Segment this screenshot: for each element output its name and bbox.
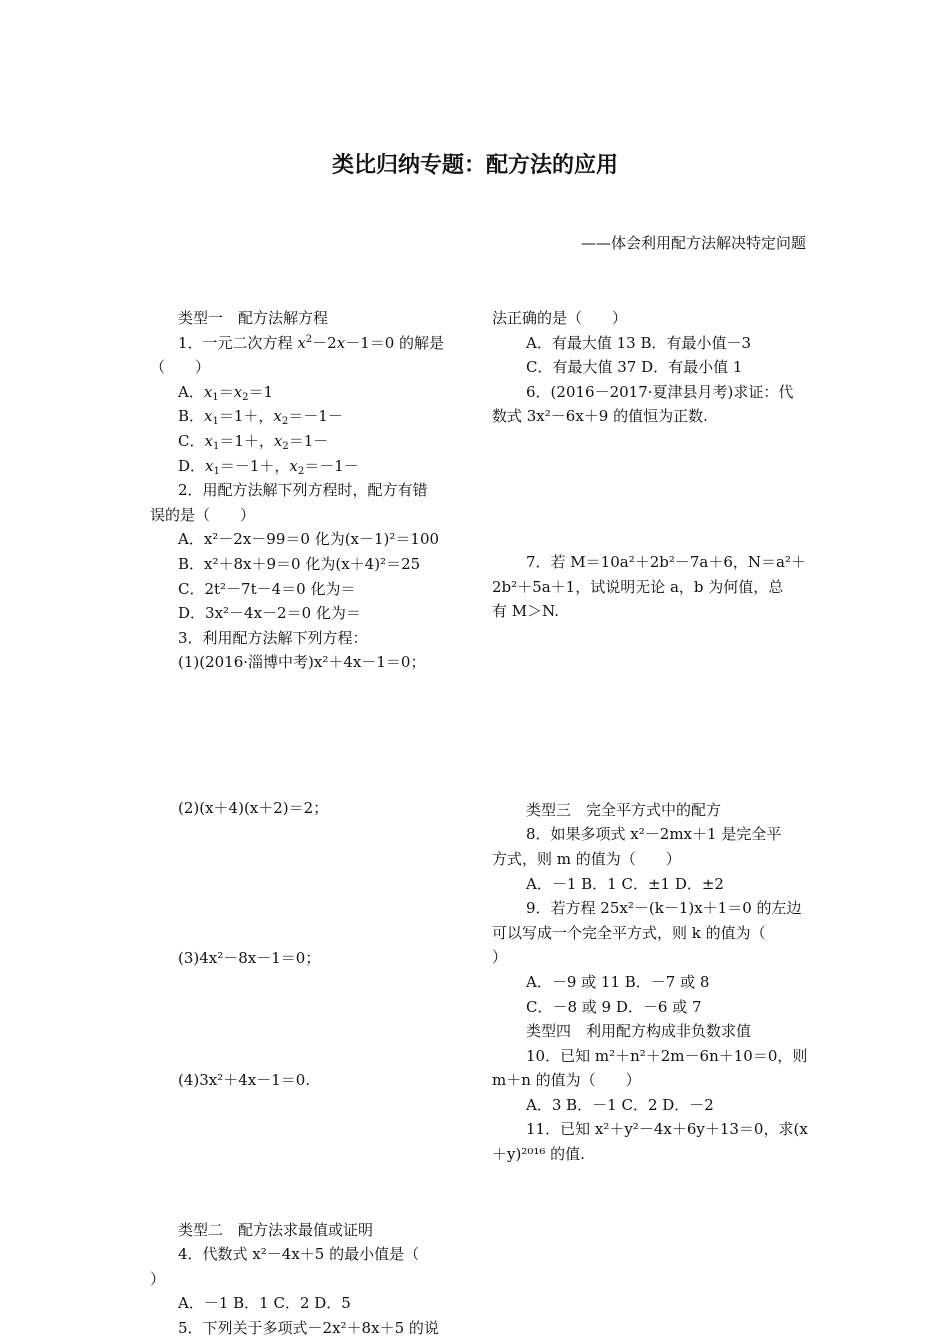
question-9-cont: 可以写成一个完全平方式，则 k 的值为（: [492, 923, 766, 942]
question-10: 10．已知 m²＋n²＋2m－6n＋10＝0，则: [526, 1046, 808, 1065]
option-2C: C．2t²－7t－4＝0 化为＝: [178, 579, 356, 598]
question-7-end: 有 M＞N.: [492, 602, 560, 621]
question-9-paren: ）: [492, 948, 508, 967]
question-9: 9．若方程 25x²－(k－1)x＋1＝0 的左边: [526, 899, 802, 918]
options-5CD: C．有最大值 37 D．有最小值 1: [526, 358, 743, 377]
question-11-cont: ＋y)²⁰¹⁶ 的值.: [492, 1145, 585, 1164]
question-1-paren: （ ）: [150, 358, 211, 377]
question-1: 1．一元二次方程 $x^2-2x-1=0$ 的解是: [178, 333, 445, 352]
question-11: 11．已知 x²＋y²－4x＋6y＋13＝0，求(x: [526, 1120, 808, 1139]
left-column: [150, 306, 460, 1341]
options-5AB: A．有最大值 13 B．有最小值－3: [526, 333, 752, 352]
options-8: A．－1 B．1 C．±1 D．±2: [526, 874, 724, 893]
section-type2: 类型二 配方法求最值或证明: [178, 1220, 374, 1239]
question-5: 5．下列关于多项式－2x²＋8x＋5 的说: [178, 1319, 439, 1338]
section-type3: 类型三 完全平方式中的配方: [526, 800, 722, 819]
question-4-paren: ）: [150, 1269, 166, 1288]
options-4: A．－1 B．1 C．2 D．5: [178, 1294, 351, 1313]
question-2: 2．用配方法解下列方程时，配方有错: [178, 481, 428, 500]
page-subtitle: ——体会利用配方法解决特定问题: [580, 234, 806, 252]
question-10-cont: m＋n 的值为（ ）: [492, 1071, 641, 1090]
option-2A: A．x²－2x－99＝0 化为(x－1)²＝100: [178, 530, 440, 549]
option-1A: A．$x_1=x_2=1$: [178, 382, 274, 403]
section-type4: 类型四 利用配方构成非负数求值: [526, 1022, 752, 1041]
option-1B: B．$x_1=1+$，$x_2=-1-$: [178, 407, 343, 428]
question-8-cont: 方式，则 m 的值为（ ）: [492, 849, 681, 868]
option-1D: D．$x_1=-1+$，$x_2=-1-$: [178, 456, 359, 477]
question-4: 4．代数式 x²－4x＋5 的最小值是（: [178, 1245, 420, 1264]
page-title: 类比归纳专题：配方法的应用: [331, 153, 618, 178]
question-6: 6．(2016－2017·夏津县月考)求证：代: [526, 382, 794, 401]
question-3-2: (2)(x＋4)(x＋2)＝2；: [178, 798, 329, 817]
options-10: A．3 B．－1 C．2 D．－2: [526, 1095, 714, 1114]
question-3: 3．利用配方法解下列方程：: [178, 628, 368, 647]
right-column: [492, 306, 807, 1167]
question-2-cont: 误的是（ ）: [150, 505, 256, 524]
question-6-cont: 数式 3x²－6x＋9 的值恒为正数.: [492, 407, 708, 426]
options-9CD: C．－8 或 9 D．－6 或 7: [526, 997, 702, 1016]
option-2D: D．3x²－4x－2＝0 化为＝: [178, 604, 361, 623]
question-7-cont: 2b²＋5a＋1，试说明无论 a，b 为何值，总: [492, 577, 784, 596]
option-1C: C．$x_1=1+$，$x_2=1-$: [178, 431, 329, 452]
question-5-cont: 法正确的是（ ）: [492, 309, 628, 327]
question-3-4: (4)3x²＋4x－1＝0.: [178, 1071, 311, 1090]
question-3-1: (1)(2016·淄博中考)x²＋4x－1＝0；: [178, 653, 426, 672]
question-3-3: (3)4x²－8x－1＝0；: [178, 948, 321, 967]
question-7: 7．若 M＝10a²＋2b²－7a＋6，N＝a²＋: [526, 552, 806, 571]
section-type1: 类型一 配方法解方程: [178, 309, 329, 327]
options-9AB: A．－9 或 11 B．－7 或 8: [526, 972, 710, 991]
question-8: 8．如果多项式 x²－2mx＋1 是完全平: [526, 825, 782, 844]
option-2B: B．x²＋8x＋9＝0 化为(x＋4)²＝25: [178, 554, 421, 573]
